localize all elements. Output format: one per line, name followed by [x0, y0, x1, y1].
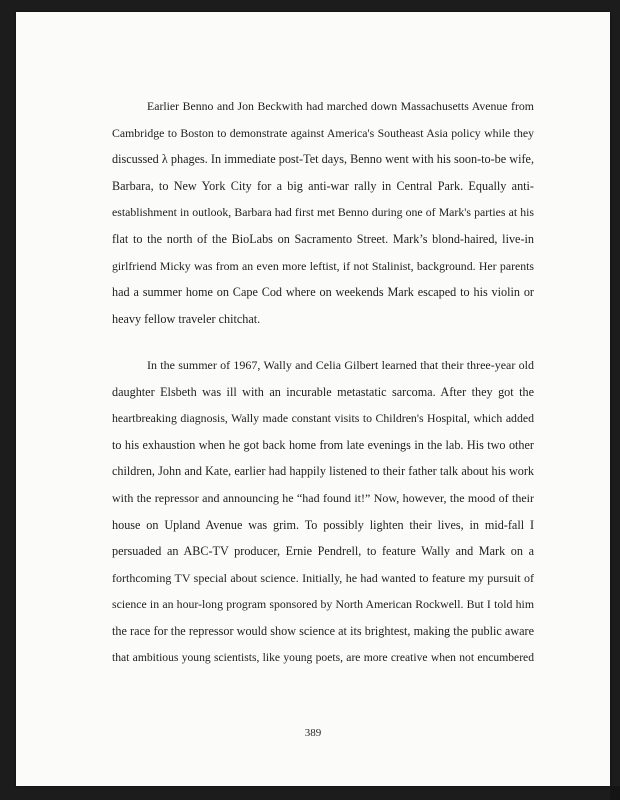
text-line: girlfriend Micky was from an even more leftist, if not Stalinist, background. Her parents: [112, 258, 534, 273]
text-line: forthcoming TV special about science. Initially, he had wanted to feature my pursuit of: [112, 570, 534, 585]
text-line: with the repressor and announcing he “had found it!” Now, however, the mood of their: [112, 490, 534, 505]
text-line: heartbreaking diagnosis, Wally made constant visits to Children's Hospital, which added: [112, 411, 534, 426]
text-line: that ambitious young scientists, like young poets, are more creative when not encumbered: [112, 650, 534, 664]
text-line: Earlier Benno and Jon Beckwith had marched down Massachusetts Avenue from: [147, 99, 534, 113]
text-line: had a summer home on Cape Cod where on weekends Mark escaped to his violin or: [112, 285, 534, 300]
document-page: [16, 12, 610, 786]
text-line: the race for the repressor would show science at its brightest, making the public aware: [112, 623, 534, 638]
page-number: 389: [304, 727, 322, 739]
text-line: establishment in outlook, Barbara had first met Benno during one of Mark's parties at his: [112, 205, 534, 220]
text-line: Barbara, to New York City for a big anti-war rally in Central Park. Equally anti-: [112, 178, 534, 193]
text-line: persuaded an ABC-TV producer, Ernie Pendrell, to feature Wally and Mark on a: [112, 544, 534, 559]
text-line: discussed λ phages. In immediate post-Tet days, Benno went with his soon-to-be wife,: [112, 152, 534, 167]
paragraph-1: [112, 93, 534, 332]
text-line: house on Upland Avenue was grim. To possibly lighten their lives, in mid-fall I: [112, 517, 534, 532]
text-line: flat to the north of the BioLabs on Sacramento Street. Mark’s blond-haired, live-in: [112, 231, 534, 246]
text-line: children, John and Kate, earlier had happily listened to their father talk about his work: [112, 464, 534, 479]
scan-corner-mark: [610, 786, 620, 800]
paragraph-2: [112, 352, 534, 671]
text-line: In the summer of 1967, Wally and Celia Gilbert learned that their three-year old: [147, 358, 534, 372]
text-line: Cambridge to Boston to demonstrate against America's Southeast Asia policy while they: [112, 125, 534, 140]
text-line: science in an hour-long program sponsored by North American Rockwell. But I told him: [112, 597, 534, 612]
text-line: daughter Elsbeth was ill with an incurable metastatic sarcoma. After they got the: [112, 384, 534, 399]
text-line: heavy fellow traveler chitchat.: [112, 311, 261, 326]
text-line: to his exhaustion when he got back home from late evenings in the lab. His two other: [112, 437, 534, 452]
